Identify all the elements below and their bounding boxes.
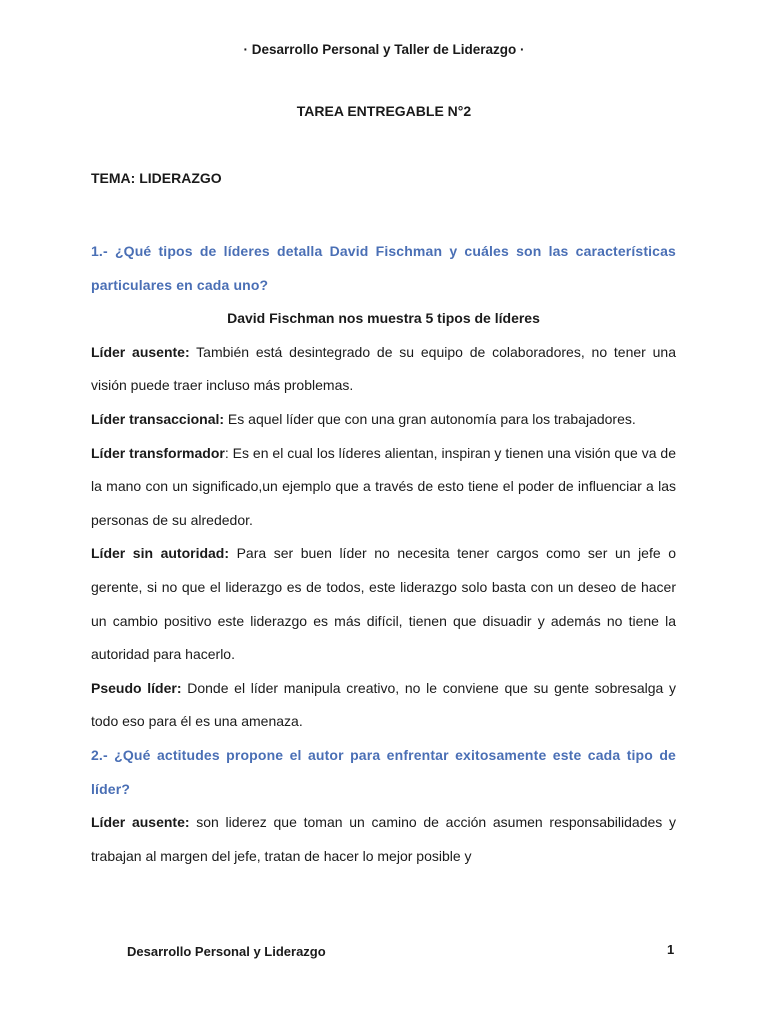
term-label: Líder transaccional: xyxy=(91,410,225,427)
paragraph-leader-transformational xyxy=(91,437,676,538)
term-description: También está desintegrado de su equipo de colaboradores, no tener una visión puede traer incluso más problemas. xyxy=(91,343,676,394)
page-footer: Desarrollo Personal y Liderazgo xyxy=(127,944,326,959)
term-description: Donde el líder manipula creativo, no le conviene que su gente sobresalga y todo eso para él es una amenaza. xyxy=(91,679,677,730)
document-title: TAREA ENTREGABLE N°2 xyxy=(296,103,472,119)
paragraph-leader-without-authority xyxy=(91,537,676,671)
page-header: · Desarrollo Personal y Taller de Liderazgo · xyxy=(243,42,525,57)
paragraph-answer-absent xyxy=(91,806,676,873)
question-1: 1.- ¿Qué tipos de líderes detalla David Fischman y cuáles son las características particulares en cada uno? xyxy=(91,243,676,293)
term-label: Líder ausente: xyxy=(91,814,190,831)
term-label: Líder ausente: xyxy=(91,343,190,360)
paragraph-pseudo-leader xyxy=(91,672,676,739)
question-2: 2.- ¿Qué actitudes propone el autor para enfrentar exitosamente este cada tipo de líder? xyxy=(91,746,676,797)
term-description: : Es en el cual los líderes alientan, inspiran y tienen una visión que va de la mano con un significado,un ejemplo que a través de esto tiene el poder de influenciar a las personas de su alrededor. xyxy=(91,444,676,528)
section-subtitle: David Fischman nos muestra 5 tipos de líderes xyxy=(227,310,540,327)
term-description: Para ser buen líder no necesita tener cargos como ser un jefe o gerente, si no que el liderazgo es de todos, este liderazgo solo basta con un deseo de hacer un cambio positivo este liderazgo es más difícil, tienen que disuadir y además no tiene la autoridad para hacerlo. xyxy=(91,545,676,663)
term-label: Pseudo líder: xyxy=(91,679,182,696)
term-description: son liderez que toman un camino de acción asumen responsabilidades y trabajan al margen del jefe, tratan de hacer lo mejor posible y xyxy=(91,814,676,864)
term-label: Líder sin autoridad: xyxy=(91,545,230,562)
paragraph-leader-transactional xyxy=(91,403,676,437)
page-number: 1 xyxy=(667,942,675,957)
term-description: Es aquel líder que con una gran autonomía para los trabajadores. xyxy=(224,410,636,427)
term-label: Líder transformador xyxy=(91,444,225,461)
topic-heading: TEMA: LIDERAZGO xyxy=(91,170,222,186)
document-body xyxy=(91,235,676,873)
paragraph-leader-absent xyxy=(91,336,676,403)
